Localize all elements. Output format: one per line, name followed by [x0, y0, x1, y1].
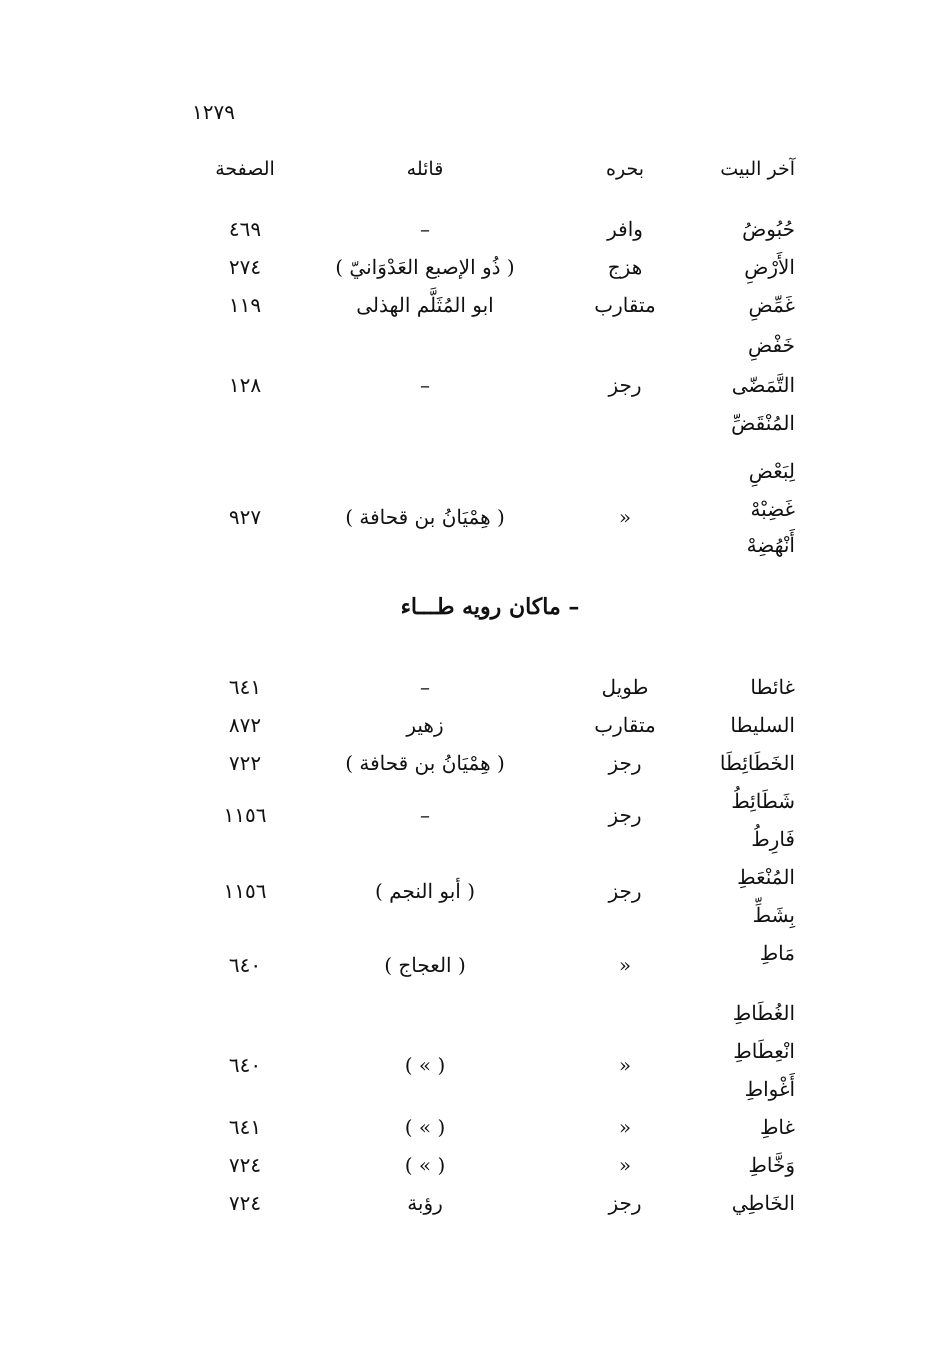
poet: –	[420, 373, 430, 397]
table-row	[0, 820, 940, 858]
header-meter: بحره	[606, 158, 644, 180]
header-page: الصفحة	[215, 158, 275, 180]
table-row	[0, 946, 940, 984]
verse-end: المُنْعَطِ	[737, 865, 795, 889]
section-title: – ماكان رويه طـــاء	[400, 594, 580, 620]
verse-end: أَنْهُضِهْ	[746, 533, 795, 557]
verse-end: وَخَّاطِ	[748, 1153, 795, 1177]
verse-end: خَفْضِ	[748, 333, 795, 357]
table-row	[0, 994, 940, 1032]
page-ref: ١٢٨	[228, 373, 262, 397]
verse-end: شَطَائِطُ	[731, 789, 795, 813]
table-row	[0, 366, 940, 404]
page-number: ١٢٧٩	[192, 100, 235, 124]
verse-end: أَغْواطِ	[744, 1077, 795, 1101]
page-ref: ٨٧٢	[228, 713, 262, 737]
page-ref: ٦٤٠	[228, 1053, 262, 1077]
meter: »	[618, 953, 632, 977]
table-row	[0, 1184, 940, 1222]
verse-end: لِبَعْضِ	[748, 459, 795, 483]
meter: رجز	[608, 803, 642, 827]
poet: ( ذُو الإصبع العَدْوَانيّ )	[335, 255, 515, 279]
meter: رجز	[608, 879, 642, 903]
table-header	[0, 150, 940, 188]
verse-end: السليطا	[730, 713, 795, 737]
meter: »	[618, 505, 632, 529]
table-row	[0, 706, 940, 744]
meter: »	[618, 1115, 632, 1139]
meter: رجز	[608, 373, 642, 397]
verse-end: مَاطِ	[759, 941, 795, 965]
poet: رؤبة	[407, 1191, 443, 1215]
verse-end: المُنْقَضِّ	[731, 411, 795, 435]
meter: متقارب	[594, 293, 656, 317]
poet: ( » )	[404, 1115, 446, 1139]
meter: »	[618, 1053, 632, 1077]
poet: –	[420, 803, 430, 827]
table-row	[0, 248, 940, 286]
table-row	[0, 210, 940, 248]
poet: ( » )	[404, 1153, 446, 1177]
page-ref: ٦٤١	[228, 1115, 262, 1139]
poet: ابو المُثَلَّم الهذلى	[356, 293, 494, 317]
meter: هزج	[607, 255, 643, 279]
poet: ( هِمْيَانُ بن قحافة )	[345, 751, 505, 775]
page-ref: ٦٤١	[228, 675, 262, 699]
meter: طويل	[601, 675, 649, 699]
meter: »	[618, 1153, 632, 1177]
meter: وافر	[607, 217, 643, 241]
table-row	[0, 286, 940, 324]
verse-end: غائطا	[750, 675, 795, 699]
verse-end: الخَطَائِطَا	[719, 751, 795, 775]
page-ref: ٧٢٤	[228, 1153, 262, 1177]
table-row	[0, 404, 940, 442]
meter: رجز	[608, 751, 642, 775]
table-row	[0, 1146, 940, 1184]
verse-end: انْعِطَاطِ	[733, 1039, 795, 1063]
table-row	[0, 896, 940, 934]
table-row	[0, 1070, 940, 1108]
page-ref: ١١٥٦	[223, 879, 267, 903]
verse-end: الغُطَاطِ	[732, 1001, 795, 1025]
poet: ( أبو النجم )	[374, 879, 476, 903]
verse-end: الأَرْضِ	[744, 255, 795, 279]
table-row	[0, 326, 940, 364]
verse-end: التَّمَضّى	[731, 373, 795, 397]
header-poet: قائله	[406, 158, 444, 180]
table-row	[0, 452, 940, 490]
verse-end: غَمِّضِ	[748, 293, 795, 317]
table-row	[0, 744, 940, 782]
verse-end: بِشَطِّ	[752, 903, 795, 927]
table-row	[0, 526, 940, 564]
poet: ( العجاج )	[384, 953, 466, 977]
poet: ( هِمْيَانُ بن قحافة )	[345, 505, 505, 529]
page-ref: ٩٢٧	[228, 505, 262, 529]
poet: –	[420, 675, 430, 699]
page-ref: ٦٤٠	[228, 953, 262, 977]
header-verse-end: آخر البيت	[720, 158, 795, 180]
meter: متقارب	[594, 713, 656, 737]
table-row	[0, 668, 940, 706]
page-ref: ٤٦٩	[228, 217, 262, 241]
verse-end: حُبُوضُ	[742, 217, 795, 241]
page-ref: ١١٩	[228, 293, 262, 317]
page-ref: ٢٧٤	[228, 255, 262, 279]
poet: ( » )	[404, 1053, 446, 1077]
page-ref: ١١٥٦	[223, 803, 267, 827]
meter: رجز	[608, 1191, 642, 1215]
verse-end: غاطِ	[759, 1115, 795, 1139]
verse-end: فَارِطُ	[751, 827, 795, 851]
verse-end: غَضِبْهْ	[750, 497, 795, 521]
page-ref: ٧٢٢	[228, 751, 262, 775]
poet: زهير	[406, 713, 444, 737]
poet: –	[420, 217, 430, 241]
verse-end: الخَاطِي	[731, 1191, 795, 1215]
page-ref: ٧٢٤	[228, 1191, 262, 1215]
table-row	[0, 1108, 940, 1146]
